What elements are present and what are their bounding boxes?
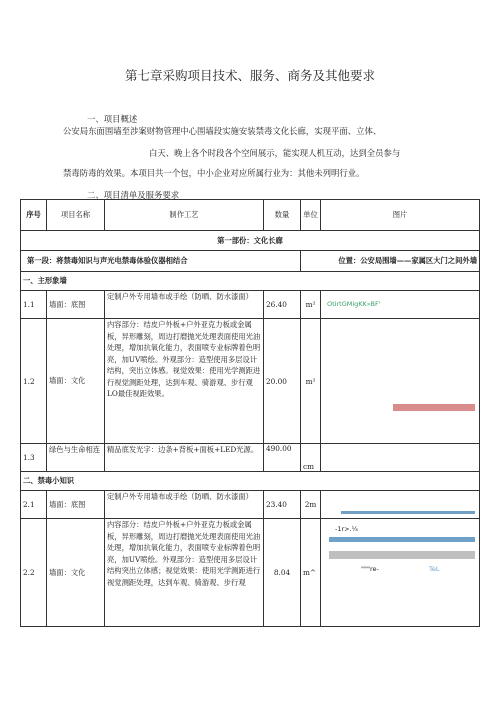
segment-row xyxy=(21,251,480,272)
project-list-table xyxy=(20,199,480,627)
list-heading: 二、项目清单及服务要求 xyxy=(87,190,180,200)
table-header-row xyxy=(21,200,480,231)
overview-heading: 一、项目概述 xyxy=(87,114,138,124)
header-picture: 图片 xyxy=(321,200,480,231)
part-title: 第一部份：文化长廊 xyxy=(21,231,480,251)
group-row xyxy=(21,472,480,491)
header-name: 项目名称 xyxy=(47,200,105,231)
row-craft: 定制户外专用墙布或手绘（防晒、防水漆面） xyxy=(105,291,264,319)
header-craft: 制作工艺 xyxy=(105,200,264,231)
row-qty: 23.40 xyxy=(264,491,301,519)
row-name: 绿色与生命相连 xyxy=(47,444,105,472)
row-unit: m² xyxy=(301,319,321,444)
picture-band xyxy=(341,511,475,514)
row-unit: m^ xyxy=(301,519,321,627)
header-no: 序号 xyxy=(21,200,47,231)
row-name: 墙面：文化 xyxy=(47,519,105,627)
table-row xyxy=(21,291,480,319)
group-title: 二、禁毒小知识 xyxy=(21,472,480,491)
row-name: 墙面：文化 xyxy=(47,319,105,444)
picture-caption: TeL xyxy=(429,565,440,573)
table-row xyxy=(21,444,480,472)
row-craft: 内容部分：结皮户外板+户外亚克力板或金属板，异形雕刻，周边打磨抛光处理表面使用光油处理，增加抗氧化能力，表面喷专业标牌着色明亮，加UV喷绘。外观部分：造型使用多层设计结构，突出立体感。视觉效果：使用光学测距进行视觉测距处理，达到车观、骑游观、步行观LO最佳视距效果。 xyxy=(105,319,264,444)
row-no: 1.1 xyxy=(21,291,47,319)
row-picture xyxy=(321,519,480,627)
row-qty: 8.04 xyxy=(264,519,301,627)
row-picture xyxy=(321,491,480,519)
segment-location: 位置：公安局围墙——家属区大门之间外墙 xyxy=(301,251,480,272)
row-qty: 26.40 xyxy=(264,291,301,319)
picture-band xyxy=(393,404,475,411)
row-name: 墙面：底图 xyxy=(47,291,105,319)
row-unit: m² xyxy=(301,291,321,319)
table-row xyxy=(21,519,480,627)
group-title: 一、主形象墙 xyxy=(21,272,480,291)
row-no: 1.3 xyxy=(21,444,47,472)
row-unit: cm xyxy=(301,444,321,472)
picture-caption: """re- xyxy=(361,565,379,573)
picture-caption: OtirtGMigKK»BF' xyxy=(327,300,381,308)
row-qty: 20.00 xyxy=(264,319,301,444)
row-craft: 内容部分：结皮户外板+户外亚克力板或金属板，异形雕刻，周边打磨抛光处理表面使用光油处理，增加抗氧化能力，表面喷专业标牌着色明亮，加UV喷绘。外观部分：造型使用多层设计结构突出立体感；视觉效果：使用光学测距进行视觉测距处理，达到车观、骑游观、步行观 xyxy=(105,519,264,627)
table-row xyxy=(21,491,480,519)
row-name: 墙面：底图 xyxy=(47,491,105,519)
row-picture xyxy=(321,319,480,444)
segment-title: 第一段：将禁毒知识与声光电禁毒体验仪器相结合 xyxy=(21,251,301,272)
row-no: 2.2 xyxy=(21,519,47,627)
group-row xyxy=(21,272,480,291)
overview-line-3: 禁毒防毒的效果。本项目共一个包，中小企业对应所属行业为：其他未列明行业。 xyxy=(63,168,365,178)
table-row xyxy=(21,319,480,444)
overview-line-2: 白天、晚上各个时段各个空间展示，能实现人机互动，达到全员参与 xyxy=(149,148,401,158)
row-unit: 2m xyxy=(301,491,321,519)
row-qty: 490.00 xyxy=(264,444,301,472)
row-craft: 定制户外专用墙布或手绘（防晒、防水漆面） xyxy=(105,491,264,519)
picture-band xyxy=(329,537,475,542)
chapter-title: 第七章采购项目技术、服务、商务及其他要求 xyxy=(124,68,375,83)
row-picture xyxy=(321,291,480,319)
part-row xyxy=(21,231,480,251)
picture-caption: -1r>.¼ xyxy=(335,525,358,533)
overview-line-1: 公安局东面围墙至涉案财物管理中心围墙段实施安装禁毒文化长廊，实现平面、立体、 xyxy=(63,126,382,136)
picture-band xyxy=(329,551,475,559)
row-craft: 精品底发光字：边条+背板+面板+LED光源。 xyxy=(105,444,264,472)
row-picture xyxy=(321,444,480,472)
header-qty: 数量 xyxy=(264,200,301,231)
row-no: 2.1 xyxy=(21,491,47,519)
row-no: 1.2 xyxy=(21,319,47,444)
header-unit: 单位 xyxy=(301,200,321,231)
